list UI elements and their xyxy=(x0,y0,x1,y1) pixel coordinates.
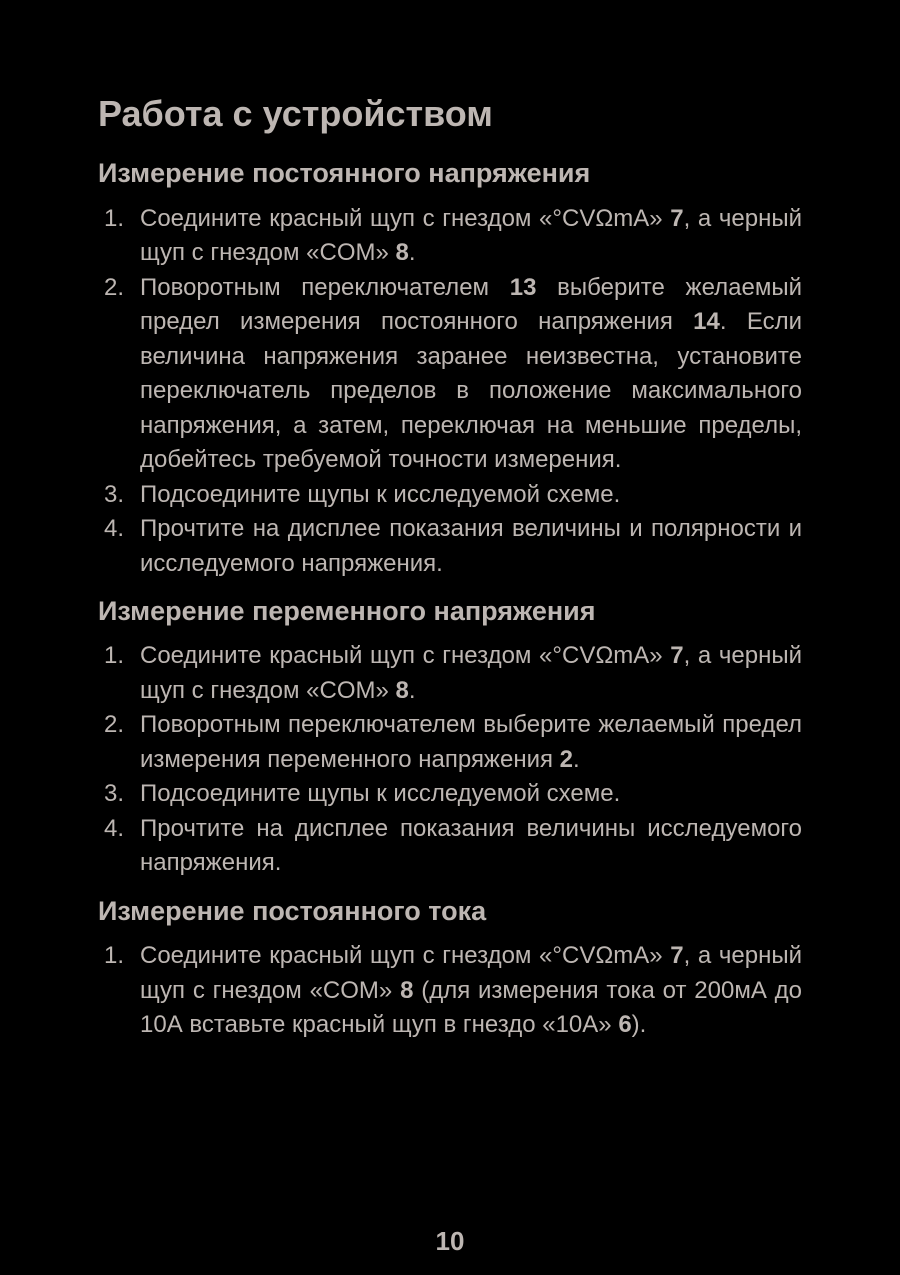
steps-list xyxy=(98,639,802,881)
step-item xyxy=(98,202,802,271)
step-text: Поворотным переключателем xyxy=(140,273,510,301)
step-text: Соедините красный щуп с гнездом «°CVΩmA» xyxy=(140,642,671,670)
step-number: 3. xyxy=(104,780,125,808)
step-number: 4. xyxy=(104,515,125,543)
steps-list xyxy=(98,202,802,582)
step-text: выберите желаемый предел измерения постоянного напряжения xyxy=(140,273,802,336)
step-text: . xyxy=(408,239,416,267)
step-text: , а черный щуп с гнездом «COM» xyxy=(140,942,802,1004)
step-text: Соедините красный щуп с гнездом «°CVΩmA» xyxy=(140,942,671,970)
step-reference-number: 2 xyxy=(559,745,574,773)
step-text: . xyxy=(408,676,416,704)
step-item xyxy=(98,639,802,708)
step-text: Подсоедините щупы к исследуемой схеме. xyxy=(140,780,621,808)
step-reference-number: 8 xyxy=(395,239,409,267)
section-heading: Измерение постоянного тока xyxy=(98,895,487,926)
step-text: Подсоедините щупы к исследуемой схеме. xyxy=(140,480,621,508)
sections-container xyxy=(98,157,802,1043)
step-reference-number: 7 xyxy=(670,642,684,670)
step-number: 2. xyxy=(104,711,125,739)
step-number: 1. xyxy=(104,204,125,232)
step-reference-number: 8 xyxy=(395,676,409,704)
step-text: . Если величина напряжения заранее неизвестна, установите переключатель пределов в положение максимального напряжения, а затем, переключая на меньшие пределы, добейтесь требуемой точности измерения. xyxy=(140,308,803,474)
step-text: (для измерения тока от 200мА до 10А вставьте красный щуп в гнездо «10А» xyxy=(140,976,802,1039)
step-reference-number: 14 xyxy=(693,308,720,336)
document-title: Работа с устройством xyxy=(98,93,493,134)
step-item xyxy=(98,478,802,513)
step-number: 4. xyxy=(104,814,125,842)
step-item xyxy=(98,812,802,881)
step-item xyxy=(98,777,802,812)
step-text: Поворотным переключателем выберите желаемый предел измерения переменного напряжения xyxy=(140,711,802,773)
step-item xyxy=(98,708,802,777)
step-text: , а черный щуп с гнездом «COM» xyxy=(140,642,802,704)
steps-list xyxy=(98,939,802,1043)
step-number: 1. xyxy=(104,642,125,670)
step-reference-number: 7 xyxy=(670,204,684,232)
step-reference-number: 8 xyxy=(400,976,414,1004)
step-text: Прочтите на дисплее показания величины исследуемого напряжения. xyxy=(140,814,802,877)
step-number: 3. xyxy=(104,480,125,508)
step-number: 1. xyxy=(104,942,125,970)
step-item xyxy=(98,512,802,581)
section-heading: Измерение переменного напряжения xyxy=(98,596,596,627)
step-reference-number: 6 xyxy=(618,1011,632,1039)
step-reference-number: 13 xyxy=(509,273,537,301)
step-text: , а черный щуп с гнездом «COM» xyxy=(140,204,802,267)
step-reference-number: 7 xyxy=(670,942,684,970)
step-number: 2. xyxy=(104,273,125,301)
step-text: Соедините красный щуп с гнездом «°CVΩmA» xyxy=(140,204,671,232)
step-text: . xyxy=(573,745,580,773)
step-item xyxy=(98,271,802,478)
step-text: ). xyxy=(631,1011,647,1039)
page-number: 10 xyxy=(435,1226,465,1256)
section-heading: Измерение постоянного напряжения xyxy=(98,158,591,189)
step-text: Прочтите на дисплее показания величины и полярности и исследуемого напряжения. xyxy=(140,515,802,577)
step-item xyxy=(98,939,802,1043)
document-page xyxy=(98,92,802,1057)
